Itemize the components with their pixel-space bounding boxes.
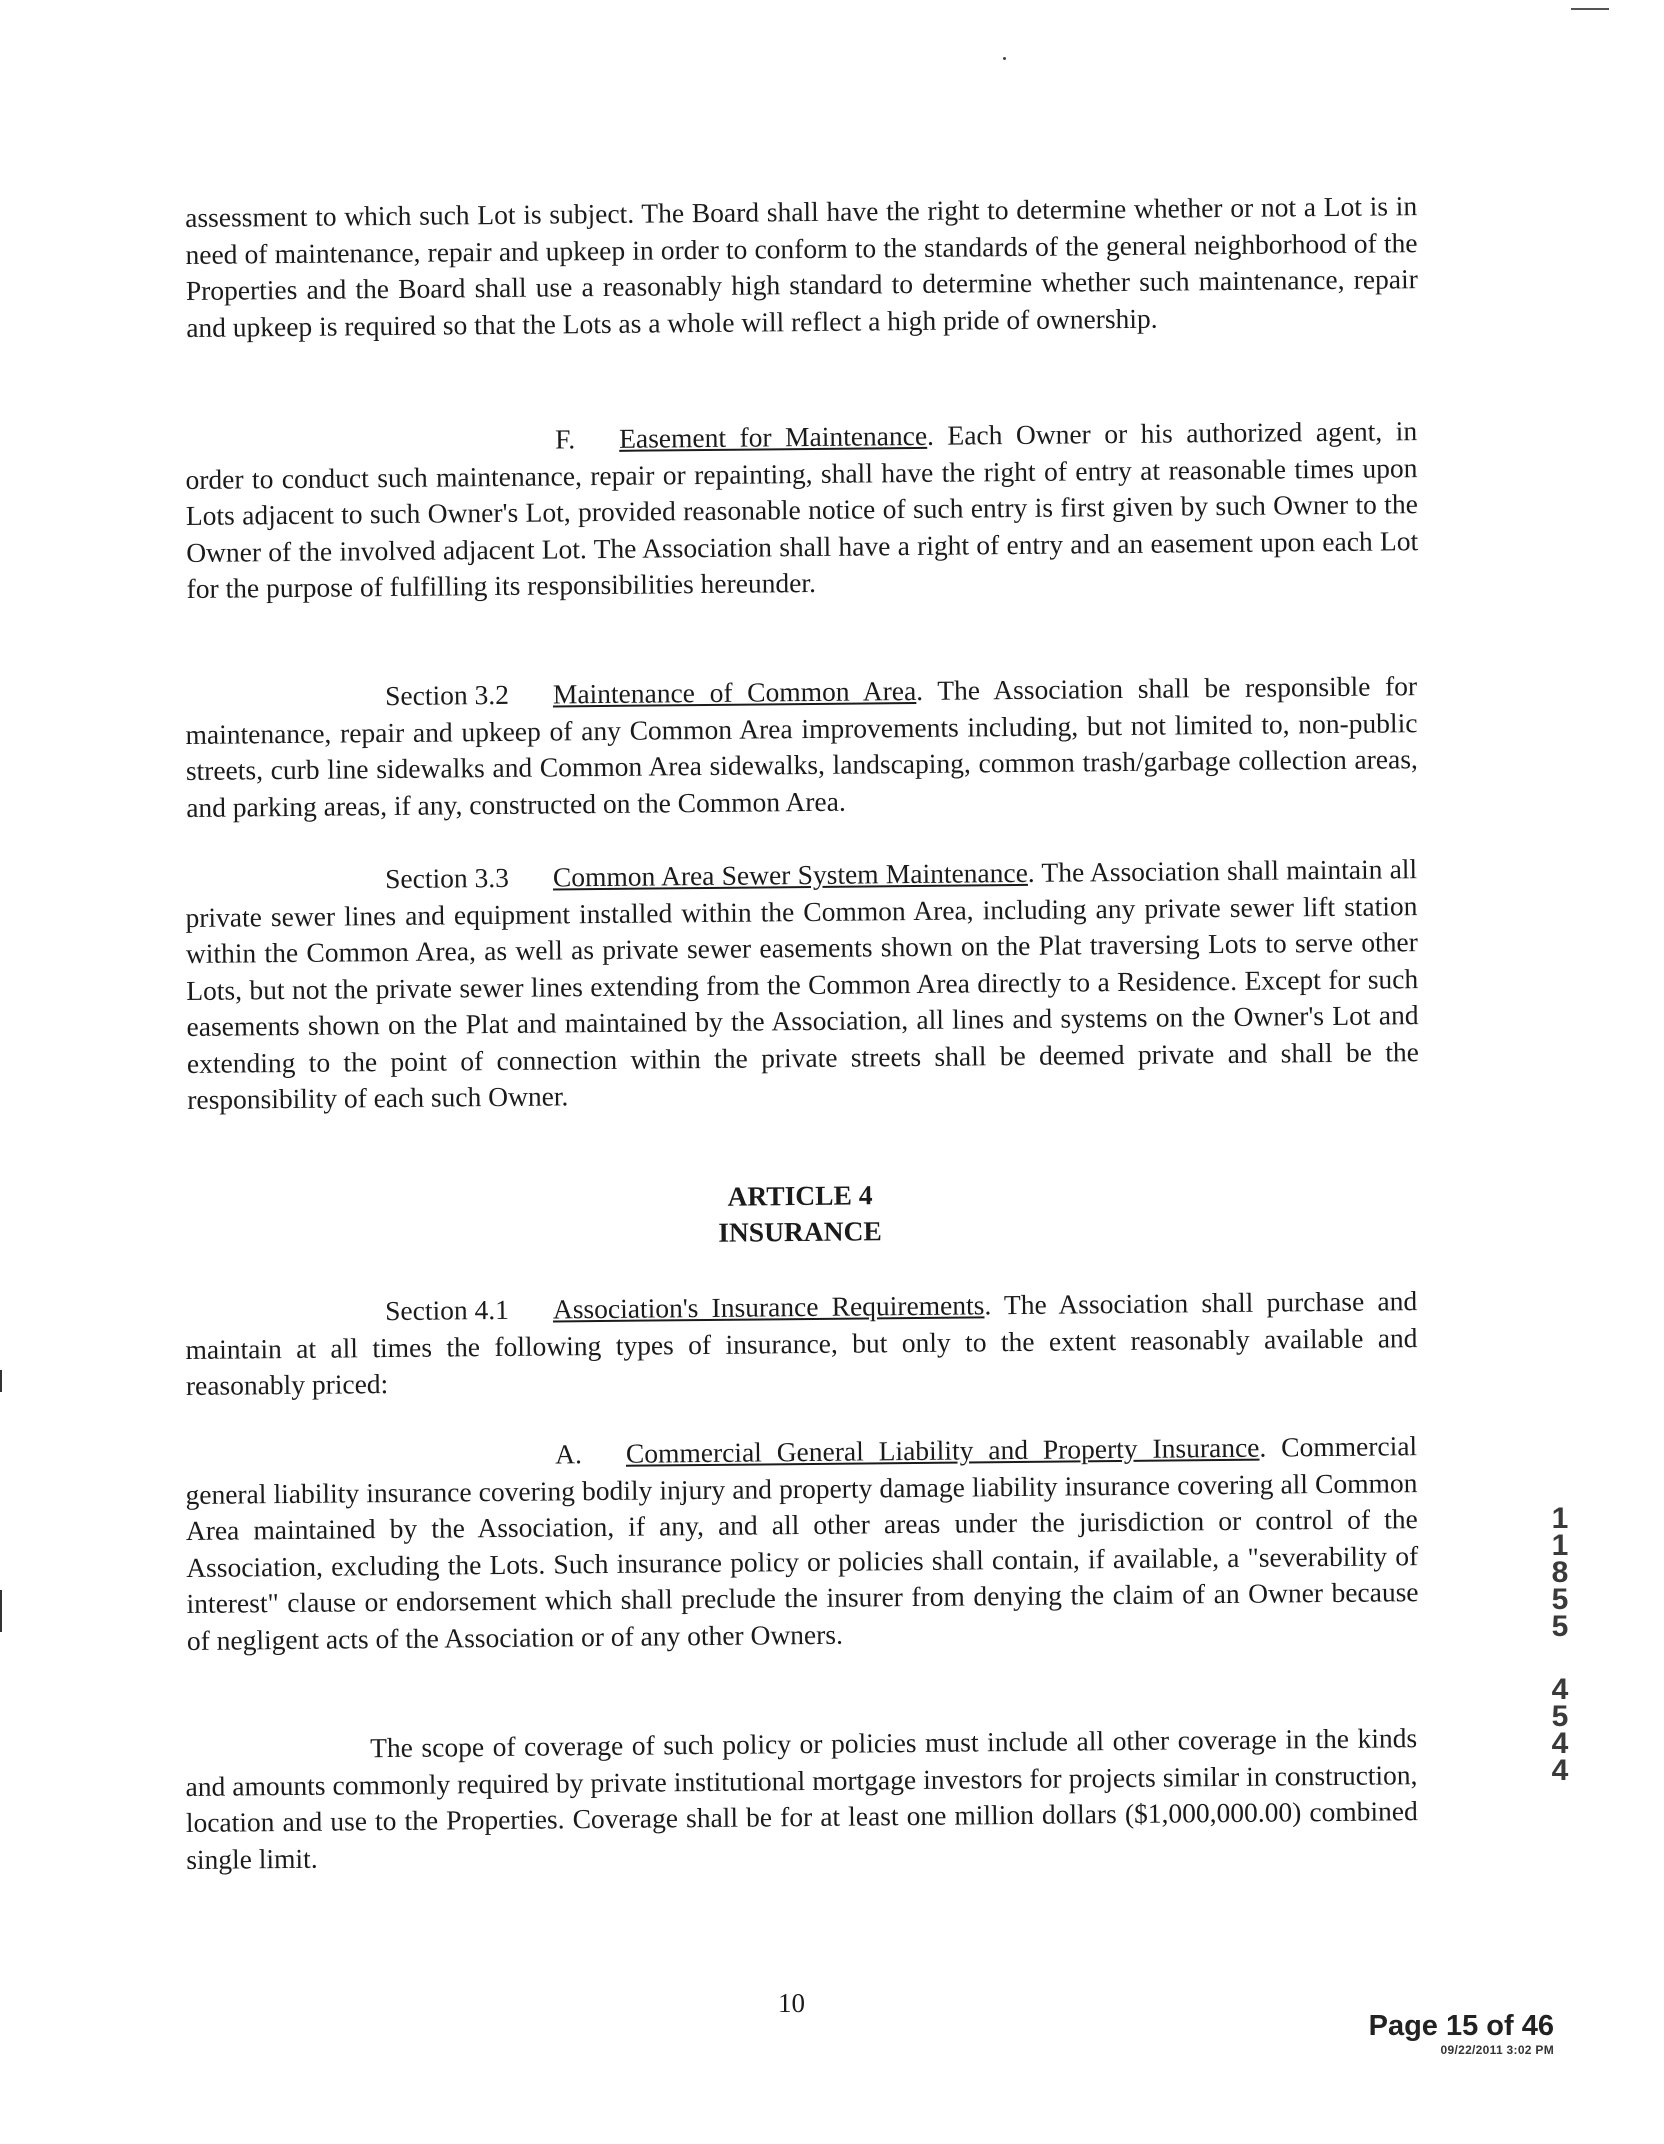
page-number: 10: [778, 1988, 805, 2018]
recording-gap: [1540, 1640, 1580, 1676]
recording-digit: 4: [1551, 1673, 1569, 1706]
section-3-3: [185, 851, 1419, 1118]
stamp-datetime: 09/22/2011 3:02 PM: [1440, 2043, 1554, 2057]
recording-digit: 1: [1551, 1502, 1569, 1535]
paragraph-text: The scope of coverage of such policy or policies must include all other coverage in the kinds and amounts commonly required by private institutional mortgage investors for projects similar in construction, location and use to the Properties. Coverage shall be for at least one million dollars ($1,000,000.00) combined single limit.: [185, 1722, 1418, 1875]
recording-digit: 5: [1551, 1583, 1569, 1616]
scan-speck: [1003, 57, 1006, 60]
recording-digit: 5: [1551, 1700, 1569, 1733]
stamp-page-count: Page 15 of 46: [1368, 2010, 1554, 2042]
paragraph-text: . The Association shall maintain all private sewer lines and equipment installed within the Common Area, including any private sewer lift station within the Common Area, as well as private sewer easements shown on the Plat traversing Lots to serve other Lots, but not the private sewer lines extending from the Common Area directly to a Residence. Except for such easements shown on the Plat and maintained by the Association, all lines and systems on the Owner's Lot and extending to the point of connection within the private streets shall be deemed private and shall be the responsibility of each such Owner.: [185, 853, 1420, 1115]
recording-digit: 4: [1551, 1754, 1569, 1787]
section-heading: Maintenance of Common Area: [552, 674, 917, 710]
recording-digit: 4: [1551, 1727, 1569, 1760]
section-label: Section 4.1: [385, 1293, 510, 1327]
paragraph-text: . Commercial general liability insurance covering bodily injury and property damage liability insurance covering all Common Area maintained by the Association, if any, and all other areas under the jurisdiction or control of the Association, excluding the Lots. Such insurance policy or policies shall contain, if available, a "severability of interest" clause or endorsement which shall preclude the insurer from denying the claim of an Owner because of negligent acts of the Association or of any other Owners.: [185, 1430, 1419, 1656]
paragraph-text: assessment to which such Lot is subject. The Board shall have the right to determine whether or not a Lot is in need of maintenance, repair and upkeep in order to conform to the standards of the general neighborhood of the Properties and the Board shall use a reasonably high standard to determine whether such maintenance, repair and upkeep is required so that the Lots as a whole will reflect a high pride of ownership.: [185, 190, 1418, 343]
recording-digit: 8: [1551, 1556, 1569, 1589]
section-label: Section 3.2: [385, 678, 510, 712]
section-heading: Association's Insurance Requirements: [552, 1289, 985, 1325]
paragraph-body: [185, 1283, 1418, 1404]
recording-number: [1540, 1502, 1580, 1787]
recording-digit: 5: [1551, 1610, 1569, 1643]
paragraph-continuation: [185, 188, 1418, 346]
paragraph-easement-maintenance: [185, 413, 1419, 607]
section-3-2: [185, 668, 1418, 826]
paragraph-label: A.: [555, 1438, 583, 1470]
left-edge-mark: [0, 1590, 2, 1632]
article-number: ARTICLE 4: [727, 1179, 873, 1212]
paragraph-body: [185, 413, 1419, 607]
article-title: INSURANCE: [718, 1215, 882, 1248]
recording-stamp: [1369, 2010, 1554, 2057]
paragraph-body: [185, 668, 1418, 826]
left-edge-mark: [0, 1370, 2, 1392]
section-heading: Common Area Sewer System Maintenance: [552, 856, 1028, 893]
paragraph-body: [185, 1428, 1419, 1659]
paragraph-text: . The Association shall purchase and maintain at all times the following types of insurance, but only to the extent reasonably available and reasonably priced:: [185, 1285, 1418, 1401]
top-edge-mark: [1571, 8, 1609, 10]
section-4-1: [185, 1283, 1418, 1404]
paragraph-commercial-liability: [185, 1428, 1419, 1659]
paragraph-heading: Easement for Maintenance: [618, 419, 928, 454]
paragraph-label: F.: [555, 423, 576, 455]
paragraph-heading: Commercial General Liability and Property Insurance: [625, 1431, 1260, 1469]
paragraph-text: . Each Owner or his authorized agent, in order to conduct such maintenance, repair or repainting, shall have the right of entry at reasonable times upon Lots adjacent to such Owner's Lot, provided reasonable notice of such entry is first given by such Owner to the Owner of the involved adjacent Lot. The Association shall have a right of entry and an easement upon each Lot for the purpose of fulfilling its responsibilities hereunder.: [185, 415, 1419, 604]
paragraph-coverage-scope: [185, 1720, 1418, 1878]
recording-digit: 1: [1551, 1529, 1569, 1562]
paragraph-body: [185, 851, 1419, 1118]
paragraph-text: . The Association shall be responsible for maintenance, repair and upkeep of any Common Area improvements including, but not limited to, non-public streets, curb line sidewalks and Common Area sidewalks, landscaping, common trash/garbage collection areas, and parking areas, if any, constructed on the Common Area.: [185, 670, 1418, 823]
section-label: Section 3.3: [385, 861, 510, 895]
